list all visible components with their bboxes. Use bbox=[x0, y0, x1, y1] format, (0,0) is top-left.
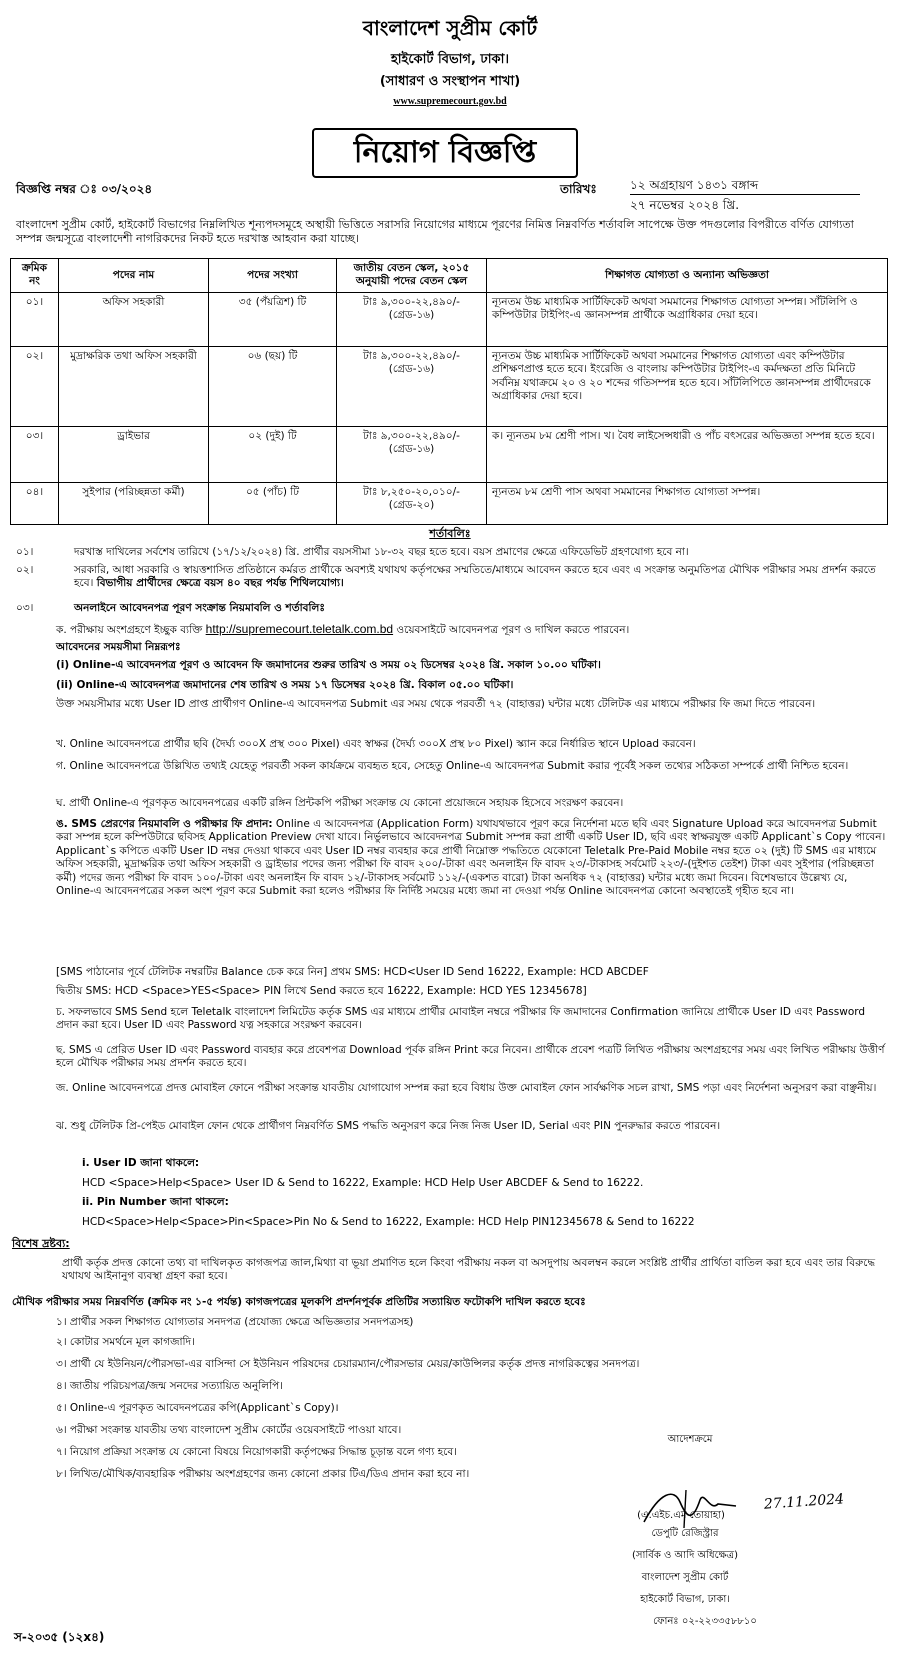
by-order: আদেশক্রমে bbox=[667, 1434, 713, 1445]
cell-post: মুদ্রাক্ষরিক তথা অফিস সহকারী bbox=[59, 346, 209, 426]
clause-ka-text-b: ওয়েবসাইটে আবেদনপত্র পূরণ ও দাখিল করতে পারবেন। bbox=[396, 624, 630, 636]
date-label: তারিখঃ bbox=[560, 182, 597, 196]
list-item: ৬। পরীক্ষা সংক্রান্ত যাবতীয় তথ্য বাংলাদেশ সুপ্রীম কোর্টের ওয়েবসাইটে পাওয়া যাবে। bbox=[56, 1424, 402, 1436]
schedule-heading: আবেদনের সময়সীমা নিম্নরূপঃ bbox=[56, 641, 181, 653]
cell-scale: টাঃ ৯,৩০০-২২,৪৯০/- (গ্রেড-১৬) bbox=[337, 292, 487, 346]
cell-qualification: ন্যূনতম উচ্চ মাধ্যমিক সার্টিফিকেট অথবা সমমানের শিক্ষাগত যোগ্যতা সম্পন্ন। সাঁটলিপি ও কম্পিউটার টাইপিং-এ জ্ঞানসম্পন্ন প্রার্থীকে অগ্রাধিকার দেয়া হবে। bbox=[487, 292, 888, 346]
org-name: বাংলাদেশ সুপ্রীম কোর্ট bbox=[362, 16, 538, 40]
signature-date: 27.11.2024 bbox=[763, 1491, 845, 1513]
cell-count: ০৫ (পাঁচ) টি bbox=[209, 482, 337, 524]
term-1-number: ০১। bbox=[16, 546, 34, 558]
cell-count: ০২ (দুই) টি bbox=[209, 426, 337, 482]
cell-sl: ০৪। bbox=[11, 482, 59, 524]
signatory-phone: ফোনঃ ০২-২২৩৩৫৮৮১০ bbox=[653, 1616, 757, 1627]
term-1-text: দরখাস্ত দাখিলের সর্বশেষ তারিখে (১৭/১২/২০২৪) খ্রি. প্রার্থীর বয়সসীমা ১৮-৩২ বছর হতে হবে। বয়স প্রমাণের ক্ষেত্রে এফিডেভিট গ্রহণযোগ্য হবে না। bbox=[74, 546, 689, 558]
memo-number: বিজ্ঞপ্তি নম্বর ঃ ০৩/২০২৪ bbox=[16, 182, 153, 196]
signature-scribble bbox=[640, 1482, 750, 1532]
list-item: ৩। প্রার্থী যে ইউনিয়ন/পৌরসভা-এর বাসিন্দা সে ইউনিয়ন পরিষদের চেয়ারম্যান/পৌরসভার মেয়র/কাউন্সিলর কর্তৃক প্রদত্ত নাগরিকত্বের সনদপত্র। bbox=[56, 1358, 640, 1370]
cell-scale: টাঃ ৯,৩০০-২২,৪৯০/- (গ্রেড-১৬) bbox=[337, 346, 487, 426]
cell-scale: টাঃ ৯,৩০০-২২,৪৯০/- (গ্রেড-১৬) bbox=[337, 426, 487, 482]
cell-qualification: ন্যূনতম উচ্চ মাধ্যমিক সার্টিফিকেট অথবা সমমানের শিক্ষাগত যোগ্যতা এবং কম্পিউটার প্রশিক্ষণপ্রাপ্ত হতে হবে। ইংরেজি ও বাংলায় কম্পিউটার টাইপিং-এ কর্মদক্ষতা প্রতি মিনিটে সর্বনিম্ন যথাক্রমে ২০ ও ২০ শব্দের গতিসম্পন্ন হতে হবে। সাঁটলিপিতে জ্ঞানসম্পন্ন প্রার্থীদেরকে অগ্রাধিকার দেয়া হবে। bbox=[487, 346, 888, 426]
cell-post: সুইপার (পরিচ্ছন্নতা কর্মী) bbox=[59, 482, 209, 524]
signatory-designation: ডেপুটি রেজিস্ট্রার bbox=[651, 1528, 719, 1539]
clause-kha: খ. Online আবেদনপত্রে প্রার্থীর ছবি (দৈর্ঘ্য ৩০০X প্রস্থ ৩০০ Pixel) এবং স্বাক্ষর (দৈর্ঘ্য ৩০০X প্রস্থ ৮০ Pixel) স্ক্যান করে নির্ধারিত স্থানে Upload করবেন। bbox=[56, 738, 696, 750]
terms-heading: শর্তাবলিঃ bbox=[429, 527, 471, 540]
list-item: ১। প্রার্থীর সকল শিক্ষাগত যোগ্যতার সনদপত্র (প্রযোজ্য ক্ষেত্রে অভিজ্ঞতার সনদপত্রসহ) bbox=[56, 1316, 414, 1328]
clause-umo-text: Online এ আবেদনপত্র (Application Form) যথাযথভাবে পূরণ করে নির্দেশনা মতে ছবি এবং Signature Upload করে আবেদনপত্র Submit করা সম্পন্ন হলে কম্পিউটারে ছবিসহ Application Preview দেখা যাবে। নির্ভুলভাবে আবেদনপত্র Submit সম্পন্ন করা প্রার্থী একটি User ID, ছবি এবং স্বাক্ষরযুক্ত একটি Applicant`s Copy পাবেন। Applicant`s কপিতে একটি User ID নম্বর দেওয়া থাকবে এবং User ID নম্বর ব্যবহার করে প্রার্থী নিম্নোক্ত পদ্ধতিতে যেকোনো Teletalk Pre-Paid Mobile নম্বর হতে ০২ (দুই) টি SMS এর মাধ্যমে অফিস সহকারী, মুদ্রাক্ষরিক তথা অফিস সহকারী ও ড্রাইভার পদের জন্য পরীক্ষা ফি বাবদ ২০০/-টাকা এবং অনলাইন ফি বাবদ ২৩/-টাকাসহ সর্বমোট ২২৩/-(দুইশত তেইশ) টাকা এবং সুইপার (পরিচ্ছন্নতা কর্মী) পদের জন্য পরীক্ষা ফি বাবদ ১০০/-টাকা এবং অনলাইন ফি বাবদ ১২/-টাকাসহ সর্বমোট ১১২/-(একশত বারো) টাকা অনধিক ৭২ (বাহাত্তর) ঘন্টার মধ্যে জমা দিবেন। বিশেষভাবে উল্লেখ্য যে, Online-এ আবেদনপত্রের সকল অংশ পূরণ করে Submit করা হলেও পরীক্ষার ফি নির্দিষ্ট সময়ের মধ্যে জমা না দেওয়া পর্যন্ত Online আবেদনপত্র কোনো অবস্থাতেই গৃহীত হবে না। bbox=[56, 818, 886, 898]
posts-table bbox=[10, 258, 888, 525]
branch-name: (সাধারণ ও সংস্থাপন শাখা) bbox=[379, 74, 521, 89]
cell-sl: ০২। bbox=[11, 346, 59, 426]
signatory-org: বাংলাদেশ সুপ্রীম কোর্ট bbox=[641, 1572, 729, 1583]
userid-heading: i. User ID জানা থাকলে: bbox=[82, 1157, 200, 1169]
viva-documents-heading: মৌখিক পরীক্ষার সময় নিম্নবর্ণিত (ক্রমিক নং ১-৫ পর্যন্ত) কাগজপত্রের মূলকপি প্রদর্শনপূর্বক প্রতিটির সত্যায়িত ফটোকপি দাখিল করতে হবেঃ bbox=[12, 1296, 586, 1308]
cell-sl: ০১। bbox=[11, 292, 59, 346]
cell-qualification: ক। ন্যূনতম ৮ম শ্রেণী পাস। খ। বৈধ লাইসেন্সধারী ও পাঁচ বৎসরের অভিজ্ঞতা সম্পন্ন হতে হবে। bbox=[487, 426, 888, 482]
list-item: ২। কোটার সমর্থনে মূল কাগজাদি। bbox=[56, 1336, 195, 1348]
list-item: ৫। Online-এ পূরণকৃত আবেদনপত্রের কপি(Applicant`s Copy)। bbox=[56, 1402, 339, 1414]
clause-chha: ছ. SMS এ প্রেরিত User ID এবং Password ব্যবহার করে প্রবেশপত্র Download পূর্বক রঙ্গিন Print করে নিবেন। প্রার্থীকে প্রবেশ পত্রটি লিখিত পরীক্ষায় অংশগ্রহণের সময় এবং লিখিত পরীক্ষায় উত্তীর্ণ হলে মৌখিক পরীক্ষার সময় প্রদর্শন করতে হবে। bbox=[56, 1044, 885, 1070]
clause-ka-text-a: ক. পরীক্ষায় অংশগ্রহণে ইচ্ছুক ব্যক্তি bbox=[56, 624, 203, 636]
clause-umo-heading: ঙ. SMS প্রেরণের নিয়মাবলি ও পরীক্ষার ফি প্রদান: bbox=[56, 818, 273, 830]
cell-scale: টাঃ ৮,২৫০-২০,০১০/- (গ্রেড-২০) bbox=[337, 482, 487, 524]
table-row bbox=[11, 482, 888, 524]
cell-qualification: ন্যূনতম ৮ম শ্রেণী পাস অথবা সমমানের শিক্ষাগত যোগ্যতা সম্পন্ন। bbox=[487, 482, 888, 524]
table-header-row bbox=[11, 259, 888, 293]
date-english: ২৭ নভেম্বর ২০২৪ খ্রি. bbox=[630, 198, 740, 212]
schedule-start: (i) Online-এ আবেদনপত্র পূরণ ও আবেদন ফি জমাদানের শুরুর তারিখ ও সময় ০২ ডিসেম্বর ২০২৪ খ্রি. সকাল ১০.০০ ঘটিকা। bbox=[56, 659, 601, 671]
intro-paragraph: বাংলাদেশ সুপ্রীম কোর্ট, হাইকোর্ট বিভাগের নিম্নলিখিত শূন্যপদসমূহে অস্থায়ী ভিত্তিতে সরাসরি নিয়োগের মাধ্যমে পূরণের নিমিত্ত নিম্নবর্ণিত শর্তাবলি সাপেক্ষে উক্ত পদগুলোর বিপরীতে বর্ণিত যোগ্যতা সম্পন্ন জন্মসূত্রে বাংলাদেশী নাগরিকদের নিকট হতে দরখাস্ত আহবান করা যাচ্ছে। bbox=[16, 218, 854, 246]
date-bangla: ১২ অগ্রহায়ণ ১৪৩১ বঙ্গাব্দ bbox=[630, 178, 860, 195]
division-name: হাইকোর্ট বিভাগ, ঢাকা। bbox=[390, 52, 510, 67]
print-code: স-২০৩৫ (১২x৪) bbox=[14, 1630, 105, 1644]
col-header-qualification: শিক্ষাগত যোগ্যতা ও অন্যান্য অভিজ্ঞতা bbox=[487, 259, 888, 293]
term-3-number: ০৩। bbox=[16, 602, 34, 614]
schedule-fee-note: উক্ত সময়সীমার মধ্যে User ID প্রাপ্ত প্রার্থীগণ Online-এ আবেদনপত্র Submit এর সময় থেকে পরবর্তী ৭২ (বাহাত্তর) ঘন্টার মধ্যে টেলিটক এর মাধ্যমে পরীক্ষার ফি জমা দিতে পারবেন। bbox=[56, 698, 816, 710]
col-header-post: পদের নাম bbox=[59, 259, 209, 293]
sms-first: [SMS পাঠানোর পূর্বে টেলিটক নম্বরটির Balance চেক করে নিন] প্রথম SMS: HCD<User ID Send 16222, Example: HCD ABCDEF bbox=[56, 966, 649, 978]
col-header-scale: জাতীয় বেতন স্কেল, ২০১৫ অনুযায়ী পদের বেতন স্কেল bbox=[337, 259, 487, 293]
clause-cha: চ. সফলভাবে SMS Send হলে Teletalk বাংলাদেশ লিমিটেড কর্তৃক SMS এর মাধ্যমে প্রার্থীর মোবাইল নম্বরে পরীক্ষার ফি জমাদানের Confirmation জানিয়ে প্রার্থীকে User ID এবং Password প্রদান করা হবে। User ID এবং Password যত্ন সহকারে সংরক্ষণ করবেন। bbox=[56, 1006, 866, 1032]
website-link[interactable]: www.supremecourt.gov.bd bbox=[393, 96, 507, 107]
schedule-end: (ii) Online-এ আবেদনপত্র জমাদানের শেষ তারিখ ও সময় ১৭ ডিসেম্বর ২০২৪ খ্রি. বিকাল ০৫.০০ ঘটিকা। bbox=[56, 679, 514, 691]
term-3-heading: অনলাইনে আবেদনপত্র পূরণ সংক্রান্ত নিয়মাবলি ও শর্তাবলিঃ bbox=[74, 602, 325, 614]
clause-umo bbox=[56, 818, 888, 899]
signatory-division: হাইকোর্ট বিভাগ, ঢাকা। bbox=[640, 1594, 730, 1605]
term-2-text: সরকারি, আধা সরকারি ও স্বায়ত্তশাসিত প্রতিষ্ঠানে কর্মরত প্রার্থীকে অবশ্যই যথাযথ কর্তৃপক্ষের সম্মতিতে/মাধ্যমে আবেদন করতে হবে এবং এ সংক্রান্ত অনুমতিপত্র মৌখিক পরীক্ষার সময় প্রদর্শন করতে হবে। bbox=[74, 564, 876, 590]
cell-count: ০৬ (ছয়) টি bbox=[209, 346, 337, 426]
cell-count: ৩৫ (পঁয়ত্রিশ) টি bbox=[209, 292, 337, 346]
special-note-heading: বিশেষ দ্রষ্টব্য: bbox=[12, 1237, 70, 1250]
userid-instruction: HCD <Space>Help<Space> User ID & Send to 16222, Example: HCD Help User ABCDEF & Send to 16222. bbox=[82, 1177, 644, 1189]
list-item: ৭। নিয়োগ প্রক্রিয়া সংক্রান্ত যে কোনো বিষয়ে নিয়োগকারী কর্তৃপক্ষের সিদ্ধান্ত চূড়ান্ত বলে গণ্য হবে। bbox=[56, 1446, 457, 1458]
col-header-sl: ক্রমিক নং bbox=[11, 259, 59, 293]
sms-second: দ্বিতীয় SMS: HCD <Space>YES<Space> PIN লিখে Send করতে হবে 16222, Example: HCD YES 12345678] bbox=[56, 985, 587, 997]
cell-post: অফিস সহকারী bbox=[59, 292, 209, 346]
list-item: ৮। লিখিত/মৌখিক/ব্যবহারিক পরীক্ষায় অংশগ্রহণের জন্য কোনো প্রকার টিএ/ডিএ প্রদান করা হবে না। bbox=[56, 1468, 470, 1480]
cell-sl: ০৩। bbox=[11, 426, 59, 482]
signatory-office: (সার্বিক ও আদি অধিক্ষেত্র) bbox=[632, 1550, 738, 1561]
table-row bbox=[11, 346, 888, 426]
clause-ja: জ. Online আবেদনপত্রে প্রদত্ত মোবাইল ফোনে পরীক্ষা সংক্রান্ত যাবতীয় যোগাযোগ সম্পন্ন করা হবে বিধায় উক্ত মোবাইল ফোন সার্বক্ষণিক সচল রাখা, SMS পড়া এবং নির্দেশনা অনুসরণ করা বাঞ্ছনীয়। bbox=[56, 1082, 877, 1094]
list-item: ৪। জাতীয় পরিচয়পত্র/জন্ম সনদের সত্যায়িত অনুলিপি। bbox=[56, 1380, 284, 1392]
table-row bbox=[11, 426, 888, 482]
term-2-number: ০২। bbox=[16, 564, 34, 576]
table-row bbox=[11, 292, 888, 346]
clause-jha: ঝ. শুধু টেলিটক প্রি-পেইড মোবাইল ফোন থেকে প্রার্থীগণ নিম্নবর্ণিত SMS পদ্ধতি অনুসরণ করে নিজ নিজ User ID, Serial এবং PIN পুনরুদ্ধার করতে পারবেন। bbox=[56, 1120, 721, 1132]
signatory-name: (এ.এইচ.এম তোয়াহা) bbox=[637, 1510, 725, 1521]
clause-gha: ঘ. প্রার্থী Online-এ পূরণকৃত আবেদনপত্রের একটি রঙ্গিন প্রিন্টকপি পরীক্ষা সংক্রান্ত যে কোনো প্রয়োজনে সহায়ক হিসেবে সংরক্ষণ করবেন। bbox=[56, 797, 624, 809]
notice-title: নিয়োগ বিজ্ঞপ্তি bbox=[312, 128, 578, 178]
cell-post: ড্রাইভার bbox=[59, 426, 209, 482]
special-note-text: প্রার্থী কর্তৃক প্রদত্ত কোনো তথ্য বা দাখিলকৃত কাগজপত্র জাল,মিথ্যা বা ভূয়া প্রমাণিত হলে কিংবা পরীক্ষায় নকল বা অসদুপায় অবলম্বন করলে সংশ্লিষ্ট প্রার্থীর প্রার্থিতা বাতিল করা হবে এবং তার বিরুদ্ধে যথাযথ আইনানুগ ব্যবস্থা গ্রহণ করা হবে। bbox=[62, 1257, 876, 1283]
clause-ga: গ. Online আবেদনপত্রে উল্লিখিত তথ্যই যেহেতু পরবর্তী সকল কার্যক্রমে ব্যবহৃত হবে, সেহেতু Online-এ আবেদনপত্র Submit করার পূর্বেই সকল তথ্যের সঠিকতা সম্পর্কে প্রার্থী নিশ্চিত হবেন। bbox=[56, 760, 849, 772]
pin-heading: ii. Pin Number জানা থাকলে: bbox=[82, 1196, 229, 1208]
col-header-count: পদের সংখ্যা bbox=[209, 259, 337, 293]
term-2-relaxation: বিভাগীয় প্রার্থীদের ক্ষেত্রে বয়স ৪০ বছর পর্যন্ত শিথিলযোগ্য। bbox=[96, 577, 344, 590]
clause-ka bbox=[56, 622, 888, 637]
teletalk-link[interactable]: http://supremecourt.teletalk.com.bd bbox=[205, 622, 394, 636]
term-2-body bbox=[74, 564, 886, 591]
pin-instruction: HCD<Space>Help<Space>Pin<Space>Pin No & Send to 16222, Example: HCD Help PIN12345678 & Send to 16222 bbox=[82, 1216, 695, 1228]
